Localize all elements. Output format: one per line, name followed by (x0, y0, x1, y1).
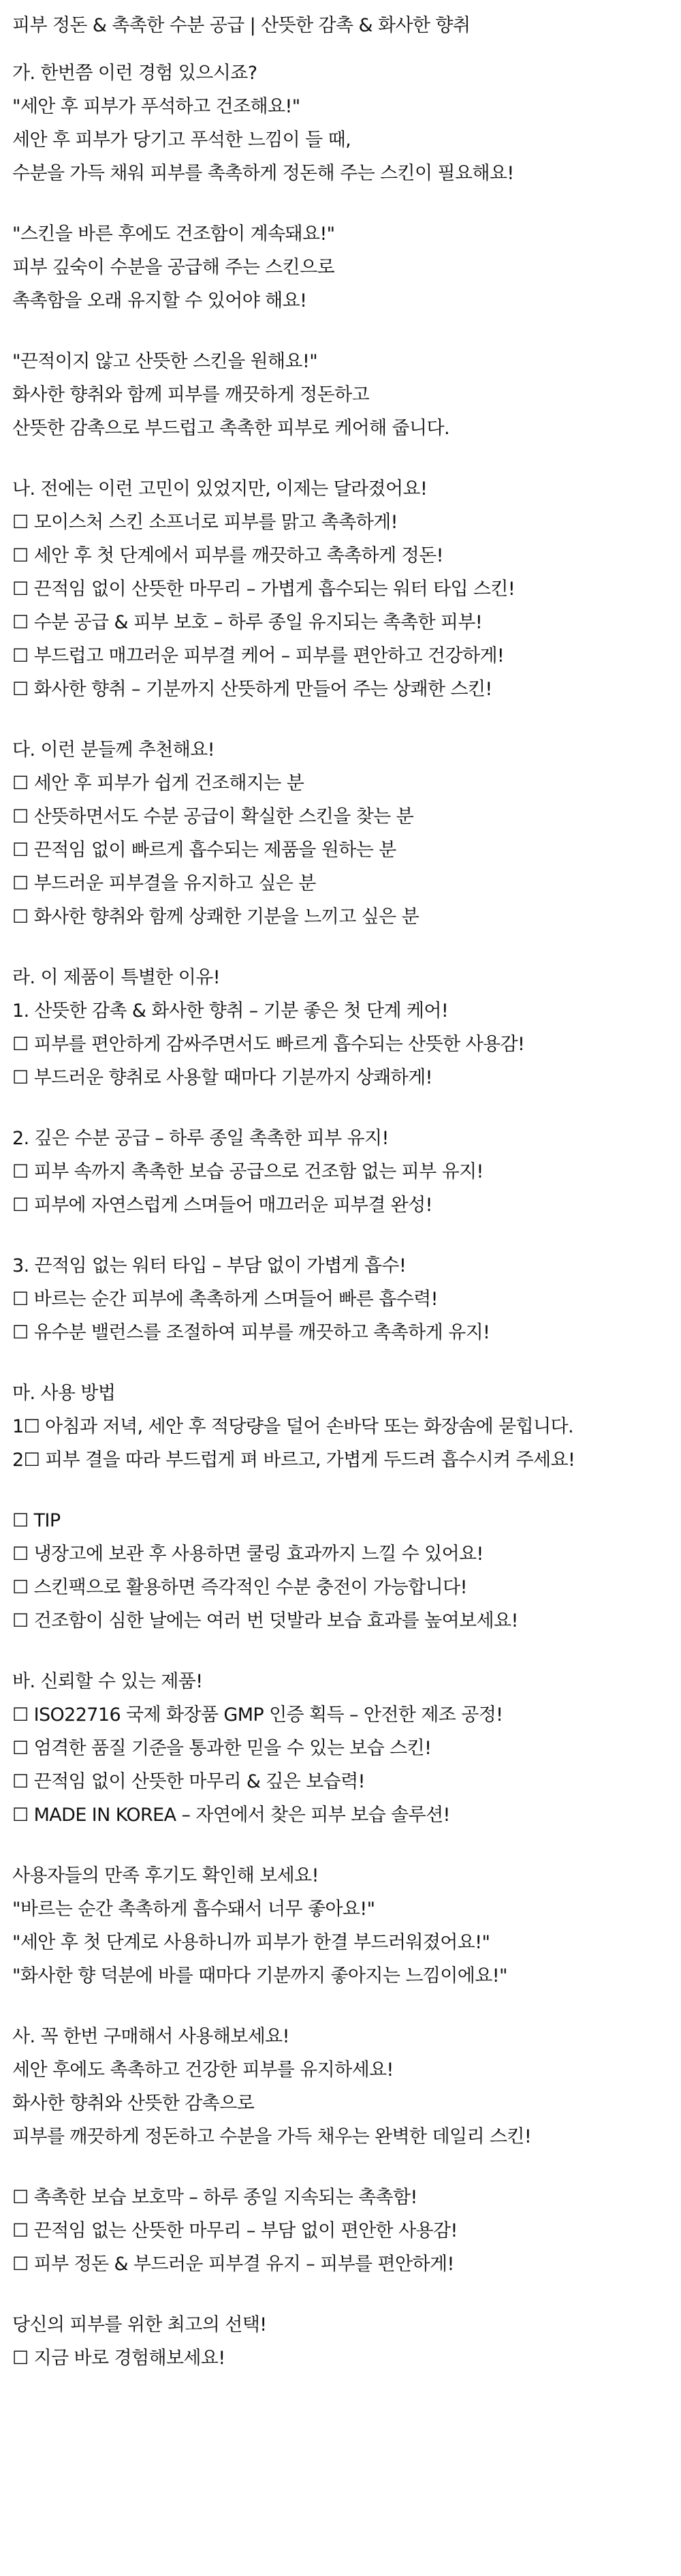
list-item: ☐ 부드러운 향취로 사용할 때마다 기분까지 상쾌하게! (12, 1067, 432, 1088)
list-item: ☐ 끈적임 없이 산뜻한 마무리 – 가볍게 흡수되는 워터 타입 스킨! (12, 579, 516, 600)
text-line: 화사한 향취와 산뜻한 감촉으로 (12, 2093, 255, 2114)
list-item: ☐ 바르는 순간 피부에 촉촉하게 스며들어 빠른 흡수력! (12, 1289, 438, 1310)
list-item: ☐ 끈적임 없이 산뜻한 마무리 & 깊은 보습력! (12, 1771, 365, 1792)
call-to-action: ☐ 지금 바로 경험해보세요! (12, 2348, 225, 2369)
quote-line: "스킨을 바른 후에도 건조함이 계속돼요!" (12, 224, 335, 245)
text-line: 피부 깊숙이 수분을 공급해 주는 스킨으로 (12, 257, 335, 278)
quote-line: "끈적이지 않고 산뜻한 스킨을 원해요!" (12, 351, 318, 372)
text-line: 촉촉함을 오래 유지할 수 있어야 해요! (12, 290, 307, 311)
list-item: ☐ 피부 정돈 & 부드러운 피부결 유지 – 피부를 편안하게! (12, 2254, 454, 2275)
text-line: 세안 후에도 촉촉하고 건강한 피부를 유지하세요! (12, 2059, 394, 2081)
list-item: ☐ 세안 후 첫 단계에서 피부를 깨끗하고 촉촉하게 정돈! (12, 545, 443, 566)
list-item: ☐ MADE IN KOREA – 자연에서 찾은 피부 보습 솔루션! (12, 1805, 450, 1826)
list-item: ☐ 피부를 편안하게 감싸주면서도 빠르게 흡수되는 산뜻한 사용감! (12, 1034, 525, 1055)
list-item: ☐ 끈적임 없는 산뜻한 마무리 – 부담 없이 편안한 사용감! (12, 2220, 458, 2241)
numbered-heading: 1. 산뜻한 감촉 & 화사한 향취 – 기분 좋은 첫 단계 케어! (12, 1000, 449, 1022)
text-line: 피부를 깨끗하게 정돈하고 수분을 가득 채우는 완벽한 데일리 스킨! (12, 2126, 532, 2147)
text-line: 산뜻한 감촉으로 부드럽고 촉촉한 피부로 케어해 줍니다. (12, 418, 449, 439)
numbered-heading: 2. 깊은 수분 공급 – 하루 종일 촉촉한 피부 유지! (12, 1128, 389, 1149)
page-title: 피부 정돈 & 촉촉한 수분 공급 | 산뜻한 감촉 & 화사한 향취 (12, 15, 471, 36)
text-line: 세안 후 피부가 당기고 푸석한 느낌이 들 때, (12, 129, 351, 151)
tip-heading: ☐ TIP (12, 1510, 61, 1531)
usage-step: 1☐ 아침과 저녁, 세안 후 적당량을 덜어 손바닥 또는 화장솜에 묻힙니다. (12, 1416, 573, 1437)
closing-line: 당신의 피부를 위한 최고의 선택! (12, 2314, 267, 2335)
list-item: ☐ 촉촉한 보습 보호막 – 하루 종일 지속되는 촉촉함! (12, 2187, 417, 2208)
list-item: ☐ 냉장고에 보관 후 사용하면 쿨링 효과까지 느낄 수 있어요! (12, 1544, 484, 1565)
list-item: ☐ 건조함이 심한 날에는 여러 번 덧발라 보습 효과를 높여보세요! (12, 1610, 518, 1631)
list-item: ☐ 엄격한 품질 기준을 통과한 믿을 수 있는 보습 스킨! (12, 1738, 432, 1759)
list-item: ☐ ISO22716 국제 화장품 GMP 인증 획득 – 안전한 제조 공정! (12, 1704, 503, 1726)
usage-step: 2☐ 피부 결을 따라 부드럽게 펴 바르고, 가볍게 두드려 흡수시켜 주세요! (12, 1450, 575, 1471)
list-item: ☐ 화사한 향취와 함께 상쾌한 기분을 느끼고 싶은 분 (12, 906, 419, 927)
review-quote: "세안 후 첫 단계로 사용하니까 피부가 한결 부드러워졌어요!" (12, 1932, 490, 1953)
reviews-heading: 사용자들의 만족 후기도 확인해 보세요! (12, 1865, 319, 1886)
list-item: ☐ 유수분 밸런스를 조절하여 피부를 깨끗하고 촉촉하게 유지! (12, 1322, 490, 1343)
numbered-heading: 3. 끈적임 없는 워터 타입 – 부담 없이 가볍게 흡수! (12, 1255, 407, 1276)
list-item: ☐ 수분 공급 & 피부 보호 – 하루 종일 유지되는 촉촉한 피부! (12, 612, 483, 633)
list-item: ☐ 끈적임 없이 빠르게 흡수되는 제품을 원하는 분 (12, 840, 396, 861)
list-item: ☐ 피부에 자연스럽게 스며들어 매끄러운 피부결 완성! (12, 1195, 432, 1216)
review-quote: "화사한 향 덕분에 바를 때마다 기분까지 좋아지는 느낌이에요!" (12, 1965, 507, 1987)
text-line: 화사한 향취와 함께 피부를 깨끗하게 정돈하고 (12, 384, 370, 405)
section-heading-ra: 라. 이 제품이 특별한 이유! (12, 967, 220, 988)
list-item: ☐ 모이스처 스킨 소프너로 피부를 맑고 촉촉하게! (12, 512, 398, 533)
quote-line: "세안 후 피부가 푸석하고 건조해요!" (12, 96, 300, 117)
list-item: ☐ 산뜻하면서도 수분 공급이 확실한 스킨을 찾는 분 (12, 806, 414, 827)
section-heading-da: 다. 이런 분들께 추천해요! (12, 739, 215, 761)
section-heading-ga: 가. 한번쯤 이런 경험 있으시죠? (12, 63, 257, 84)
text-line: 수분을 가득 채워 피부를 촉촉하게 정돈해 주는 스킨이 필요해요! (12, 163, 514, 184)
list-item: ☐ 스킨팩으로 활용하면 즉각적인 수분 충전이 가능합니다! (12, 1577, 467, 1598)
section-heading-ba: 바. 신뢰할 수 있는 제품! (12, 1671, 203, 1692)
section-heading-ma: 마. 사용 방법 (12, 1383, 116, 1404)
list-item: ☐ 부드러운 피부결을 유지하고 싶은 분 (12, 873, 316, 894)
section-heading-na: 나. 전에는 이런 고민이 있었지만, 이제는 달라졌어요! (12, 478, 428, 500)
list-item: ☐ 피부 속까지 촉촉한 보습 공급으로 건조함 없는 피부 유지! (12, 1161, 484, 1182)
section-heading-sa: 사. 꼭 한번 구매해서 사용해보세요! (12, 2026, 289, 2047)
list-item: ☐ 부드럽고 매끄러운 피부결 케어 – 피부를 편안하고 건강하게! (12, 645, 505, 666)
review-quote: "바르는 순간 촉촉하게 흡수돼서 너무 좋아요!" (12, 1899, 375, 1920)
list-item: ☐ 세안 후 피부가 쉽게 건조해지는 분 (12, 773, 304, 794)
list-item: ☐ 화사한 향취 – 기분까지 산뜻하게 만들어 주는 상쾌한 스킨! (12, 679, 492, 700)
